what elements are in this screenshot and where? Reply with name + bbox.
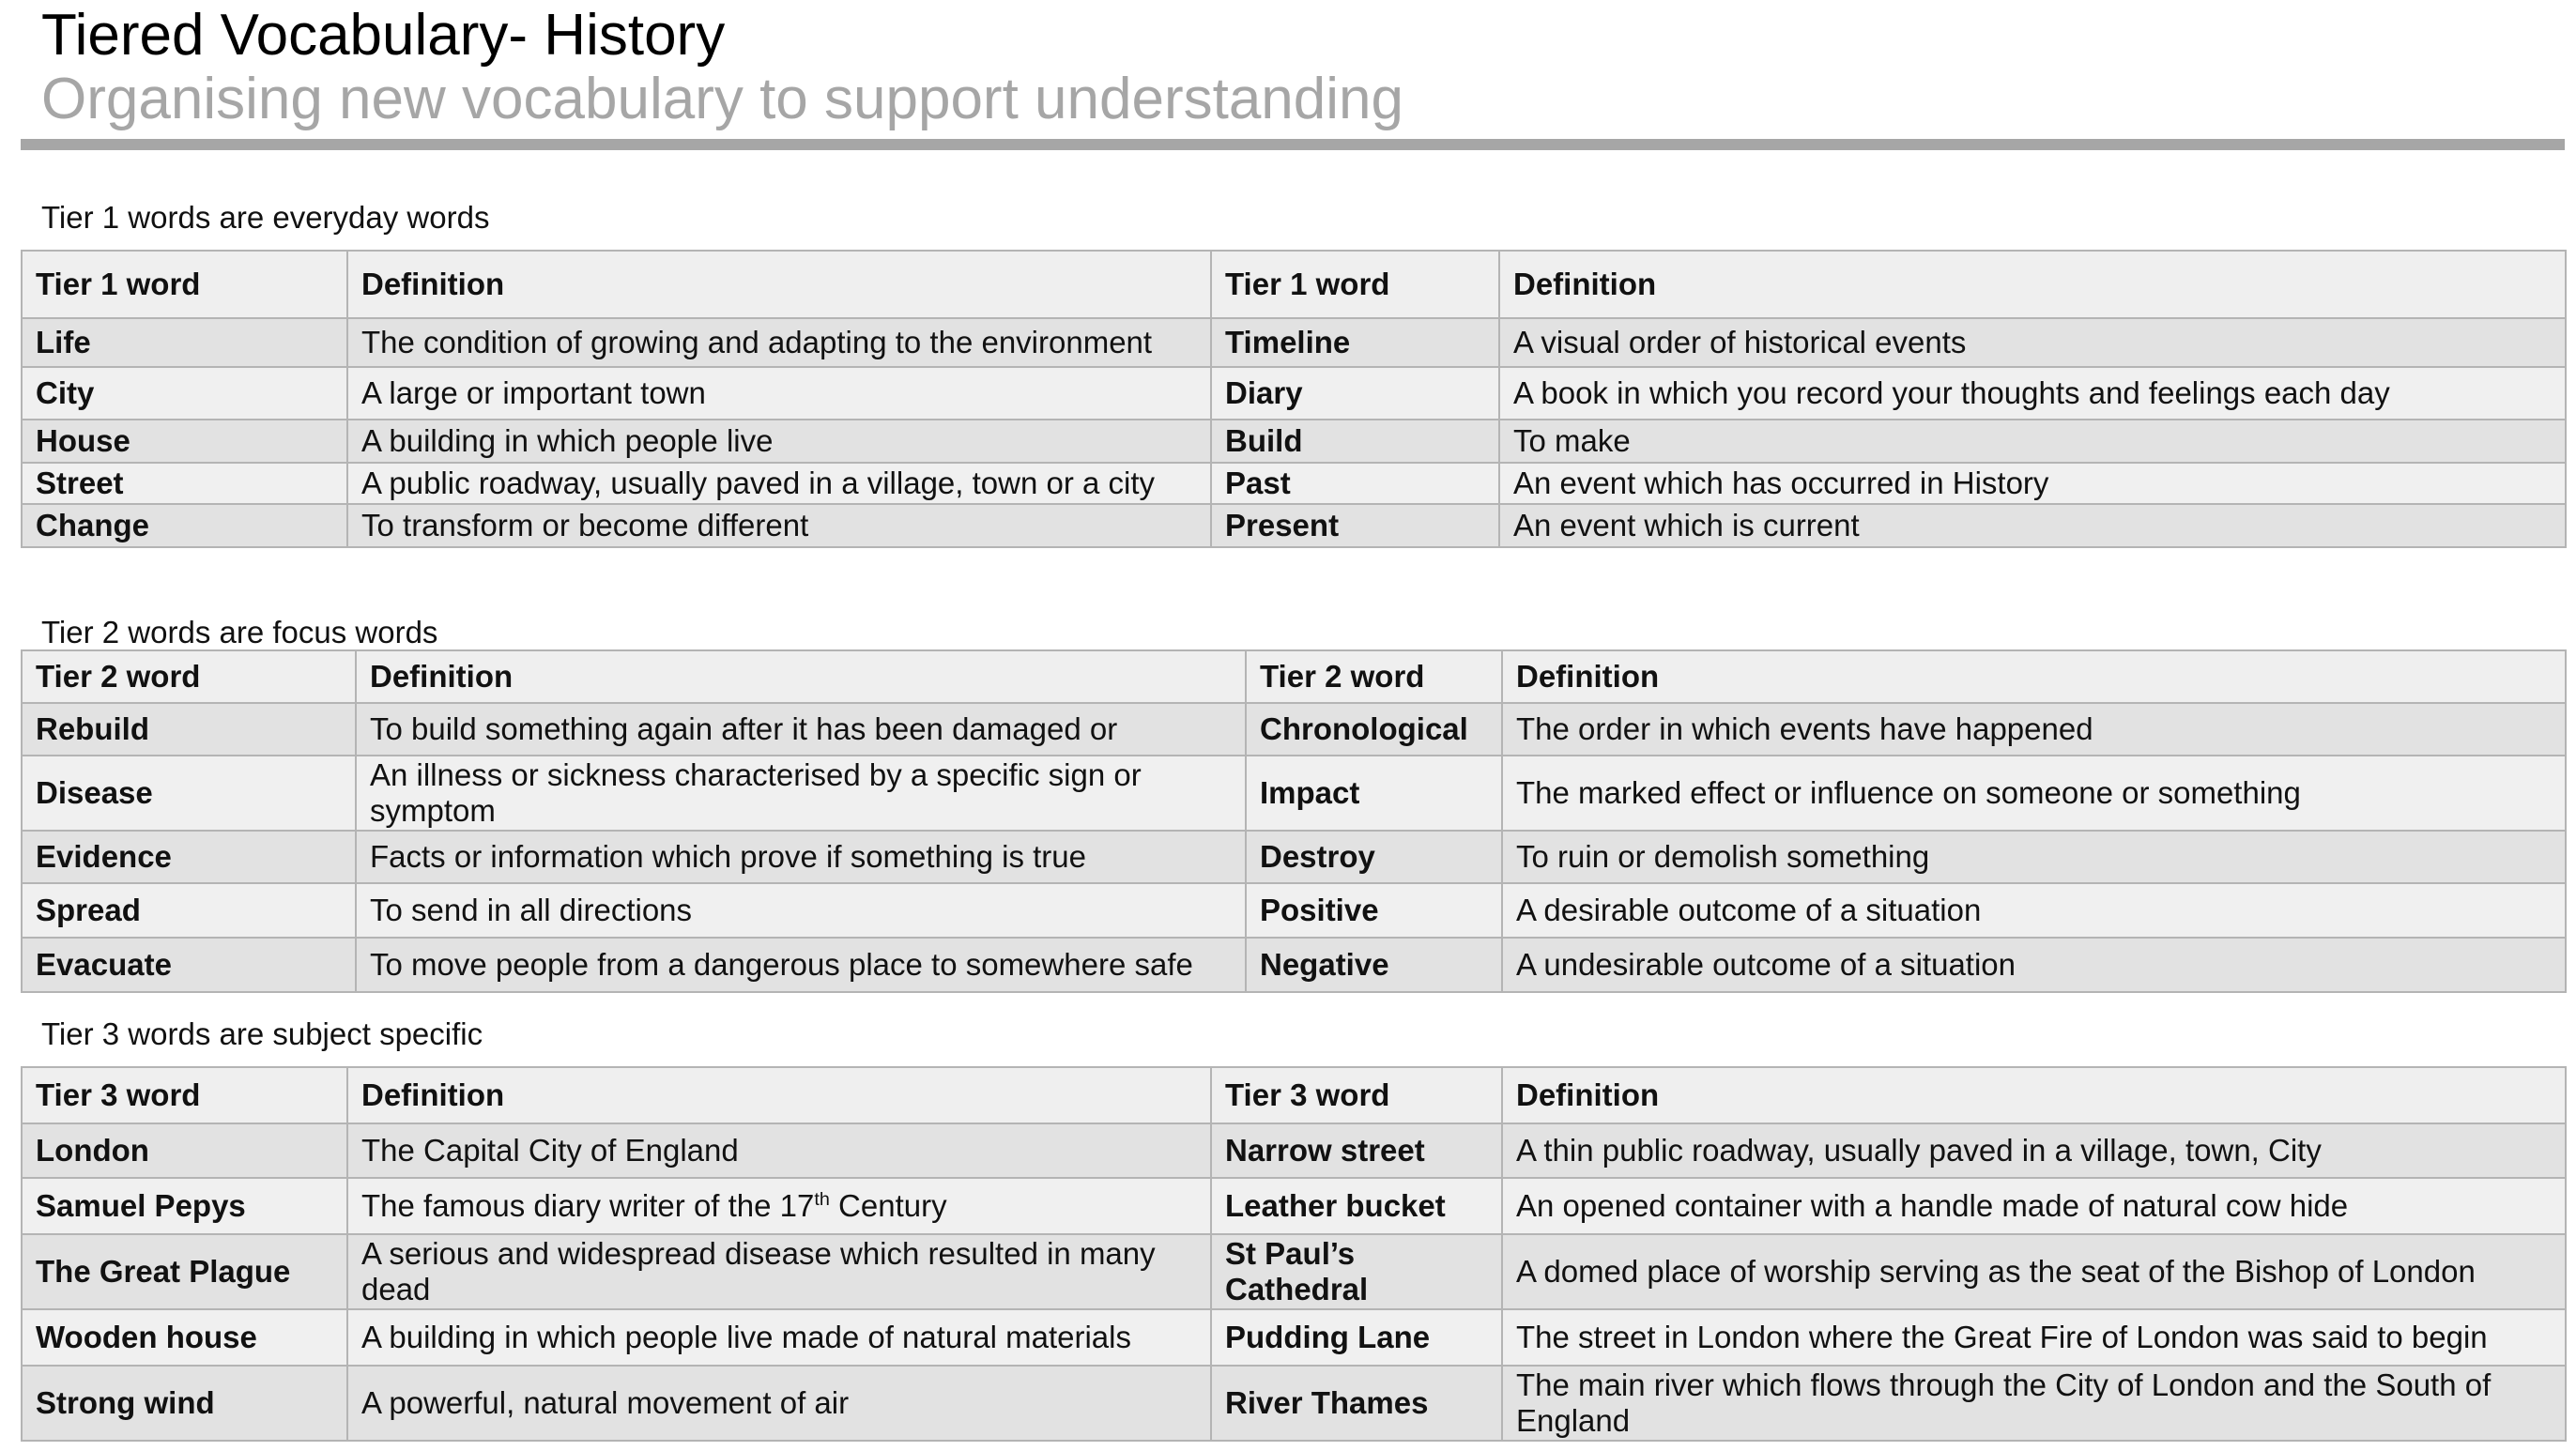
vocab-definition: The order in which events have happened [1502, 703, 2566, 756]
vocab-word: Spread [22, 883, 356, 938]
vocab-definition: A public roadway, usually paved in a village, town or a city [347, 463, 1211, 504]
vocab-word: House [22, 420, 347, 463]
column-header: Tier 1 word [22, 251, 347, 318]
vocab-definition: The main river which flows through the City of London and the South of England [1502, 1366, 2566, 1441]
table-row [22, 1178, 2566, 1234]
vocab-definition: An illness or sickness characterised by a specific sign or symptom [356, 756, 1246, 831]
table-row [22, 938, 2566, 992]
column-header: Definition [1502, 650, 2566, 703]
vocab-word: Past [1211, 463, 1499, 504]
vocab-word: St Paul’s Cathedral [1211, 1234, 1502, 1309]
column-header: Definition [1502, 1067, 2566, 1123]
vocab-definition: A building in which people live [347, 420, 1211, 463]
title-divider [21, 139, 2565, 150]
tier3-caption: Tier 3 words are subject specific [41, 1016, 483, 1051]
vocab-word: Pudding Lane [1211, 1309, 1502, 1366]
vocab-word: London [22, 1123, 347, 1178]
vocab-word: The Great Plague [22, 1234, 347, 1309]
table-row [22, 504, 2566, 547]
vocab-word: Build [1211, 420, 1499, 463]
vocab-definition: A visual order of historical events [1499, 318, 2566, 367]
vocab-word: Impact [1246, 756, 1502, 831]
column-header: Tier 2 word [22, 650, 356, 703]
vocab-word: Life [22, 318, 347, 367]
table-header-row [22, 251, 2566, 318]
page-title: Tiered Vocabulary- History [41, 3, 726, 68]
vocab-word: Evidence [22, 831, 356, 883]
tier1-table [21, 250, 2567, 548]
vocab-word: Positive [1246, 883, 1502, 938]
vocab-definition: A serious and widespread disease which resulted in many dead [347, 1234, 1211, 1309]
column-header: Definition [347, 1067, 1211, 1123]
vocab-word: Diary [1211, 367, 1499, 420]
vocab-word: Leather bucket [1211, 1178, 1502, 1234]
definition-text: The famous diary writer of the 17 [361, 1188, 815, 1223]
table-row [22, 703, 2566, 756]
vocab-word: Disease [22, 756, 356, 831]
column-header: Tier 3 word [22, 1067, 347, 1123]
vocab-definition: Facts or information which prove if something is true [356, 831, 1246, 883]
table-row [22, 420, 2566, 463]
table-row [22, 1366, 2566, 1441]
ordinal-suffix: th [814, 1189, 830, 1210]
vocab-word: Rebuild [22, 703, 356, 756]
table-header-row [22, 650, 2566, 703]
tier1-caption: Tier 1 words are everyday words [41, 200, 490, 235]
vocab-word: Street [22, 463, 347, 504]
definition-text: Century [829, 1188, 947, 1223]
tier2-caption: Tier 2 words are focus words [41, 615, 438, 649]
column-header: Definition [1499, 251, 2566, 318]
column-header: Definition [347, 251, 1211, 318]
vocab-definition: An event which is current [1499, 504, 2566, 547]
vocab-definition: To transform or become different [347, 504, 1211, 547]
vocab-definition: A undesirable outcome of a situation [1502, 938, 2566, 992]
vocab-definition: The street in London where the Great Fire of London was said to begin [1502, 1309, 2566, 1366]
table-row [22, 1123, 2566, 1178]
table-row [22, 756, 2566, 831]
vocab-definition: An event which has occurred in History [1499, 463, 2566, 504]
vocab-definition: To ruin or demolish something [1502, 831, 2566, 883]
vocab-word: River Thames [1211, 1366, 1502, 1441]
column-header: Tier 3 word [1211, 1067, 1502, 1123]
vocab-word: Evacuate [22, 938, 356, 992]
vocab-word: City [22, 367, 347, 420]
table-header-row [22, 1067, 2566, 1123]
vocab-definition: To build something again after it has been damaged or [356, 703, 1246, 756]
vocab-definition [347, 1178, 1211, 1234]
vocab-word: Negative [1246, 938, 1502, 992]
vocab-definition: A powerful, natural movement of air [347, 1366, 1211, 1441]
table-row [22, 1309, 2566, 1366]
table-row [22, 831, 2566, 883]
vocab-definition: An opened container with a handle made of natural cow hide [1502, 1178, 2566, 1234]
vocab-word: Destroy [1246, 831, 1502, 883]
vocab-word: Present [1211, 504, 1499, 547]
vocab-definition: To send in all directions [356, 883, 1246, 938]
column-header: Tier 2 word [1246, 650, 1502, 703]
column-header: Definition [356, 650, 1246, 703]
table-row [22, 883, 2566, 938]
table-row [22, 318, 2566, 367]
vocab-word: Strong wind [22, 1366, 347, 1441]
vocab-word: Chronological [1246, 703, 1502, 756]
vocab-word: Change [22, 504, 347, 547]
vocab-definition: A domed place of worship serving as the seat of the Bishop of London [1502, 1234, 2566, 1309]
vocab-definition: A desirable outcome of a situation [1502, 883, 2566, 938]
vocab-definition: A building in which people live made of natural materials [347, 1309, 1211, 1366]
vocab-definition: The condition of growing and adapting to the environment [347, 318, 1211, 367]
table-row [22, 367, 2566, 420]
tier2-table [21, 649, 2567, 993]
page-subtitle: Organising new vocabulary to support understanding [41, 67, 1404, 131]
tier3-table [21, 1066, 2567, 1442]
vocab-definition: The marked effect or influence on someone or something [1502, 756, 2566, 831]
vocab-definition: A book in which you record your thoughts and feelings each day [1499, 367, 2566, 420]
vocab-definition: A thin public roadway, usually paved in a village, town, City [1502, 1123, 2566, 1178]
vocab-word: Samuel Pepys [22, 1178, 347, 1234]
vocab-word: Narrow street [1211, 1123, 1502, 1178]
vocab-word: Timeline [1211, 318, 1499, 367]
column-header: Tier 1 word [1211, 251, 1499, 318]
table-row [22, 463, 2566, 504]
vocab-definition: To make [1499, 420, 2566, 463]
table-row [22, 1234, 2566, 1309]
vocab-definition: A large or important town [347, 367, 1211, 420]
vocab-definition: To move people from a dangerous place to somewhere safe [356, 938, 1246, 992]
vocab-definition: The Capital City of England [347, 1123, 1211, 1178]
vocab-word: Wooden house [22, 1309, 347, 1366]
